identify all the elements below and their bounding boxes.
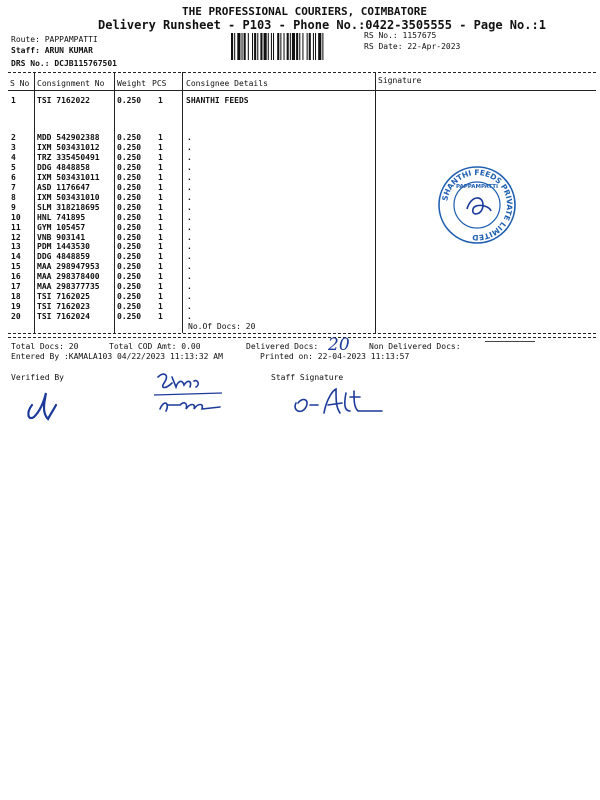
table-row (0, 282, 600, 292)
row-consignee: . (187, 242, 192, 252)
row-pcs: 1 (158, 222, 163, 232)
row-sno: 12 (11, 232, 21, 242)
row-consignee: . (187, 202, 192, 212)
row-sno: 13 (11, 242, 21, 252)
drs-label: DRS No.: (11, 59, 50, 68)
staff-line (11, 46, 93, 55)
row-consignee: . (187, 192, 192, 202)
row-weight: 0.250 (117, 292, 142, 302)
total-docs: Total Docs: 20 (11, 342, 79, 351)
row-consignee: . (187, 222, 192, 232)
row-sno: 20 (11, 312, 21, 322)
row-pcs: 1 (158, 282, 163, 292)
row-consignment: DDG 4848858 (37, 162, 90, 172)
row-pcs: 1 (158, 192, 163, 202)
rs-no-label: RS No.: (364, 31, 398, 40)
rs-date-value: 22-Apr-2023 (407, 42, 461, 51)
row-consignment: TRZ 335450491 (37, 152, 100, 162)
row-weight: 0.250 (117, 222, 142, 232)
row-weight: 0.250 (117, 212, 142, 222)
drs-value: DCJB115767501 (54, 59, 117, 68)
runsheet-title: Delivery Runsheet - P103 - Phone No.:0422-3505555 - Page No.:1 (98, 18, 546, 32)
col-header-consignment: Consignment No (37, 79, 105, 88)
table-row (0, 96, 600, 106)
table-header-rule (8, 90, 596, 91)
drs-line (11, 59, 117, 68)
row-consignee: SHANTHI FEEDS (186, 96, 249, 105)
table-row (0, 252, 600, 262)
row-consignment: MAA 298377735 (37, 282, 100, 292)
company-title: THE PROFESSIONAL COURIERS, COIMBATORE (182, 5, 428, 18)
seal-place-text: PAPPAMPATTI (455, 184, 499, 190)
row-pcs: 1 (158, 292, 163, 302)
row-consignment: GYM 105457 (37, 222, 86, 232)
row-weight: 0.250 (117, 182, 142, 192)
non-delivered-line (485, 341, 535, 342)
row-consignment: IXM 503431012 (37, 142, 100, 152)
row-weight: 0.250 (117, 152, 142, 162)
row-consignee: . (187, 162, 192, 172)
row-consignee: . (187, 272, 192, 282)
row-consignment: TSI 7162023 (37, 302, 90, 312)
table-row (0, 292, 600, 302)
row-sno: 9 (11, 202, 16, 212)
row-weight: 0.250 (117, 252, 142, 262)
table-row (0, 143, 600, 153)
row-pcs: 1 (158, 252, 163, 262)
row-pcs: 1 (158, 202, 163, 212)
row-sno: 3 (11, 142, 16, 152)
row-consignment: TSI 7162025 (37, 292, 90, 302)
seal-ring-text: SHANTHI FEEDS PRIVATE LIMITED (440, 167, 515, 243)
row-sno: 15 (11, 262, 21, 272)
row-consignment: MDD 542902388 (37, 133, 100, 142)
row-pcs: 1 (158, 212, 163, 222)
barcode (231, 33, 356, 60)
row-pcs: 1 (158, 232, 163, 242)
row-weight: 0.250 (117, 192, 142, 202)
row-consignee: . (187, 142, 192, 152)
row-consignment: DDG 4848859 (37, 252, 90, 262)
col-header-sno: S No (10, 79, 30, 88)
row-sno: 19 (11, 302, 21, 312)
row-sno: 5 (11, 162, 16, 172)
row-pcs: 1 (158, 302, 163, 312)
row-consignment: VNB 903141 (37, 232, 86, 242)
row-sno: 11 (11, 222, 21, 232)
row-consignee: . (187, 282, 192, 292)
row-pcs: 1 (158, 312, 163, 322)
col-header-weight: Weight (117, 79, 146, 88)
row-pcs: 1 (158, 182, 163, 192)
company-seal-stamp (437, 165, 517, 245)
route-value: PAPPAMPATTI (44, 35, 98, 44)
col-header-consignee: Consignee Details (186, 79, 268, 88)
staff-value: ARUN KUMAR (44, 46, 93, 55)
row-weight: 0.250 (117, 262, 142, 272)
no-of-docs: No.Of Docs: 20 (188, 322, 256, 331)
delivered-docs-handwritten: 20 (328, 335, 350, 355)
route-line (11, 35, 98, 44)
row-sno: 18 (11, 292, 21, 302)
table-row (0, 272, 600, 282)
footer-top-rule (8, 337, 596, 338)
row-pcs: 1 (158, 133, 163, 142)
row-consignee: . (187, 182, 192, 192)
staff-label: Staff: (11, 46, 40, 55)
row-consignee: . (187, 172, 192, 182)
row-consignee: . (187, 262, 192, 272)
delivered-docs-label: Delivered Docs: (246, 342, 319, 351)
row-consignment: ASD 1176647 (37, 182, 90, 192)
row-consignment: PDM 1443530 (37, 242, 90, 252)
row-sno: 16 (11, 272, 21, 282)
row-pcs: 1 (158, 272, 163, 282)
row-consignment: HNL 741895 (37, 212, 86, 222)
row-consignment: IXM 503431011 (37, 172, 100, 182)
row-consignee: . (187, 133, 192, 142)
table-bottom-rule (8, 333, 596, 334)
table-top-rule (8, 72, 596, 73)
table-row (0, 262, 600, 272)
printed-on: Printed on: 22-04-2023 11:13:57 (260, 352, 410, 361)
row-weight: 0.250 (117, 162, 142, 172)
staff-signature-label: Staff Signature (271, 373, 344, 382)
row-sno: 1 (11, 96, 16, 105)
row-weight: 0.250 (117, 142, 142, 152)
row-sno: 7 (11, 182, 16, 192)
row-consignee: . (187, 302, 192, 312)
row-sno: 14 (11, 252, 21, 262)
row-sno: 6 (11, 172, 16, 182)
row-pcs: 1 (158, 96, 163, 105)
row-weight: 0.250 (117, 232, 142, 242)
row-weight: 0.250 (117, 172, 142, 182)
row-weight: 0.250 (117, 202, 142, 212)
verifier-initials-mark (150, 369, 230, 421)
row-pcs: 1 (158, 152, 163, 162)
row-weight: 0.250 (117, 282, 142, 292)
row-sno: 2 (11, 133, 16, 142)
row-pcs: 1 (158, 172, 163, 182)
row-sno: 4 (11, 152, 16, 162)
row-weight: 0.250 (117, 242, 142, 252)
row-consignment: MAA 298378400 (37, 272, 100, 282)
row-consignee: . (187, 252, 192, 262)
col-header-pcs: PCS (152, 79, 167, 88)
row-consignee: . (187, 312, 192, 322)
row-consignment: SLM 318218695 (37, 202, 100, 212)
row-consignee: . (187, 292, 192, 302)
row-sno: 8 (11, 192, 16, 202)
table-row (0, 133, 600, 143)
row-weight: 0.250 (117, 312, 142, 322)
entered-by: Entered By :KAMALA103 04/22/2023 11:13:32 AM (11, 352, 223, 361)
row-pcs: 1 (158, 262, 163, 272)
staff-signature-mark (288, 383, 388, 419)
row-consignee: . (187, 212, 192, 222)
row-weight: 0.250 (117, 302, 142, 312)
row-weight: 0.250 (117, 272, 142, 282)
row-weight: 0.250 (117, 133, 142, 142)
row-consignment: IXM 503431010 (37, 192, 100, 202)
non-delivered-docs-label: Non Delivered Docs: (369, 342, 461, 351)
row-consignment: MAA 298947953 (37, 262, 100, 272)
verified-by-label: Verified By (11, 373, 64, 382)
table-row (0, 302, 600, 312)
rs-no-line (364, 31, 436, 40)
rs-date-label: RS Date: (364, 42, 403, 51)
route-label: Route: (11, 35, 40, 44)
row-consignment: TSI 7162024 (37, 312, 90, 322)
row-consignee: . (187, 232, 192, 242)
row-consignee: . (187, 152, 192, 162)
rs-date-line (364, 42, 460, 51)
row-consignment: TSI 7162022 (37, 96, 90, 105)
row-pcs: 1 (158, 142, 163, 152)
table-row (0, 153, 600, 163)
rs-no-value: 1157675 (402, 31, 437, 40)
col-header-signature: Signature (378, 76, 422, 85)
row-weight: 0.250 (117, 96, 142, 105)
row-sno: 10 (11, 212, 21, 222)
row-pcs: 1 (158, 242, 163, 252)
row-sno: 17 (11, 282, 21, 292)
verifier-signature-mark (20, 383, 70, 425)
row-pcs: 1 (158, 162, 163, 172)
total-cod: Total COD Amt: 0.00 (109, 342, 201, 351)
table-row (0, 312, 600, 322)
